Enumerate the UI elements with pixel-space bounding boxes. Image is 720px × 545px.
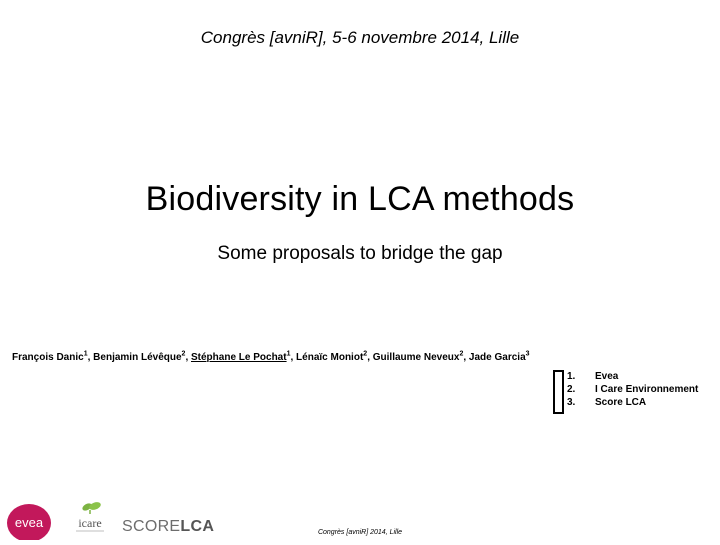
- conference-header: Congrès [avniR], 5-6 novembre 2014, Lille: [200, 28, 520, 47]
- author-affiliation: 1: [83, 351, 88, 358]
- affiliation-list: [553, 370, 718, 409]
- scorelca-logo-light-text: SCORE: [122, 518, 181, 535]
- author-separator: ,: [290, 352, 297, 364]
- author-name: Jade Garcia: [468, 352, 526, 364]
- author-6: [469, 352, 530, 363]
- author-3: [191, 352, 296, 363]
- author-separator: ,: [87, 352, 94, 364]
- slide-title: Biodiversity in LCA methods: [145, 180, 575, 218]
- author-name: Guillaume Neveux: [372, 352, 460, 364]
- author-affiliation: 2: [459, 351, 464, 358]
- bracket-decoration: [553, 370, 564, 414]
- affiliation-name: Evea: [595, 371, 619, 382]
- author-affiliation: 3: [525, 351, 530, 358]
- author-name: François Danic: [12, 352, 84, 364]
- author-separator: ,: [463, 352, 469, 364]
- svg-text:evea: evea: [14, 515, 44, 530]
- author-1: [12, 352, 93, 363]
- author-name: Stéphane Le Pochat: [191, 352, 287, 364]
- affiliation-number: 1.: [567, 371, 576, 382]
- author-separator: ,: [367, 352, 373, 364]
- author-4: [296, 352, 373, 363]
- author-list: [12, 351, 712, 363]
- evea-logo: [6, 502, 52, 545]
- author-name: Lénaïc Moniot: [296, 352, 364, 364]
- author-name: Benjamin Lévêque: [93, 352, 182, 364]
- affiliation-number: 2.: [567, 384, 576, 395]
- scorelca-logo-bold-text: LCA: [180, 518, 215, 535]
- author-affiliation: 2: [363, 351, 368, 358]
- slide-subtitle: Some proposals to bridge the gap: [217, 243, 503, 264]
- svg-text:icare: icare: [78, 516, 102, 530]
- affiliation-number: 3.: [567, 397, 576, 408]
- affiliation-name: Score LCA: [595, 397, 647, 408]
- author-affiliation: 1: [286, 351, 291, 358]
- affiliation-item: [567, 383, 718, 396]
- footer-text: Congrès [avniR] 2014, Lille: [317, 529, 403, 536]
- author-affiliation: 2: [181, 351, 186, 358]
- author-separator: ,: [185, 352, 191, 364]
- author-2: [93, 352, 191, 363]
- affiliation-item: [567, 396, 718, 409]
- affiliation-item: [567, 370, 718, 383]
- affiliation-name: I Care Environnement: [595, 384, 699, 395]
- author-5: [373, 352, 469, 363]
